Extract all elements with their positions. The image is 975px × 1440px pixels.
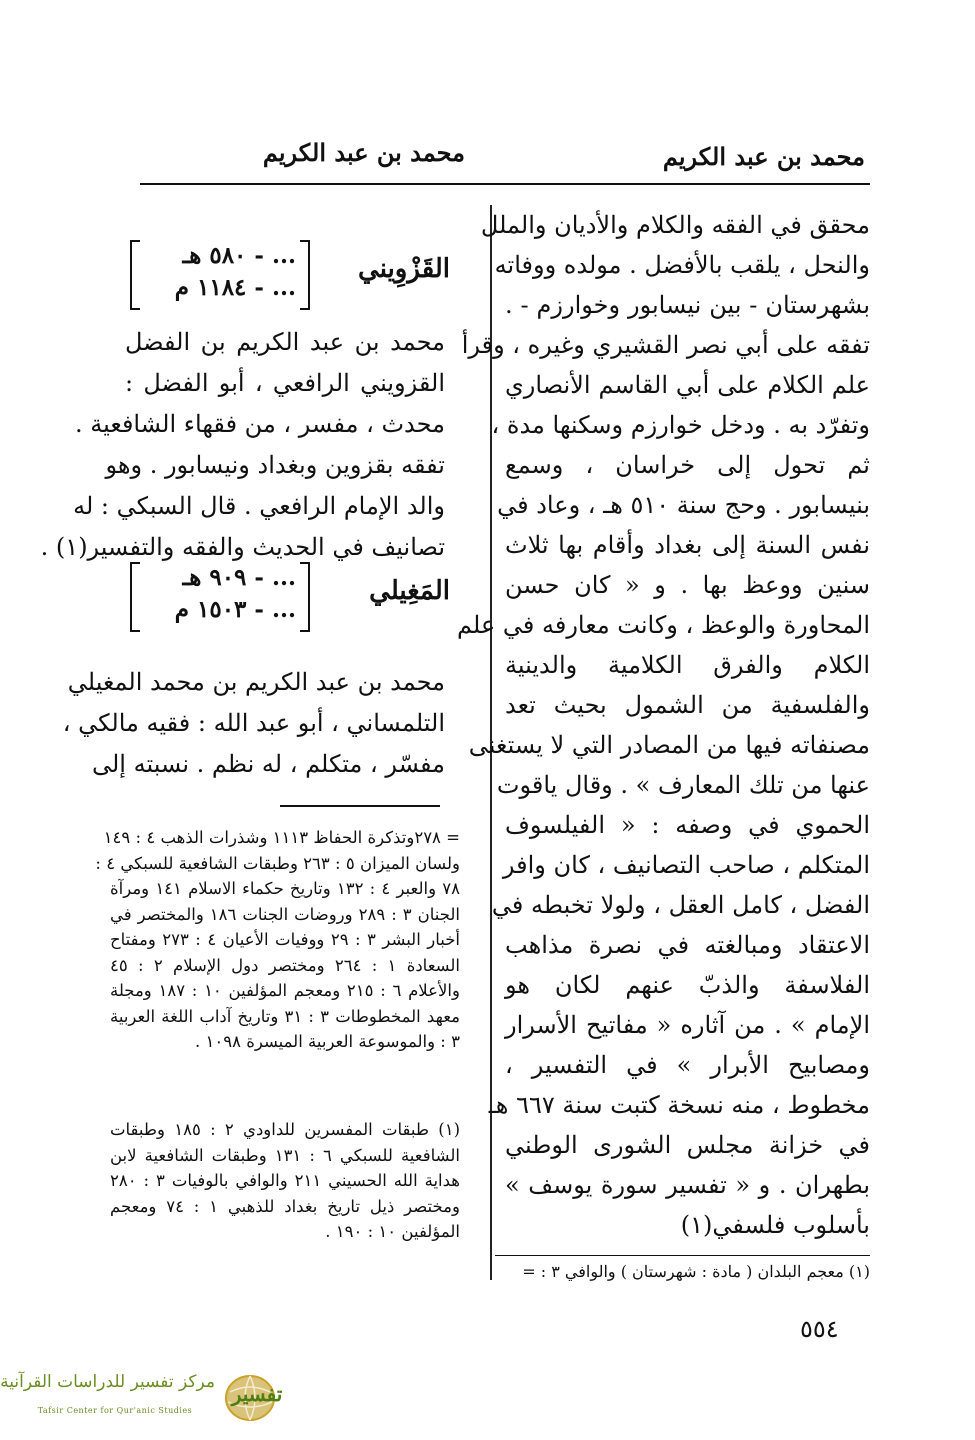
text-line: والد الإمام الرافعي . قال السبكي : له [73, 492, 445, 520]
text-line: الفضل ، كامل العقل ، ولولا تخبطه في [491, 891, 870, 919]
text-line: بنيسابور . وحج سنة ٥١٠ هـ ، وعاد في [497, 491, 870, 519]
bracket-right [300, 240, 310, 310]
right-column [457, 205, 870, 1245]
footnote-line: الشافعية للسبكي ٦ : ١٣١ وطبقات الشافعية لابن [110, 1145, 460, 1165]
page-number: ٥٥٤ [800, 1315, 839, 1343]
bracket-left [130, 562, 140, 632]
text-line: الحموي في وصفه : « الفيلسوف [505, 811, 870, 839]
text-line: عنها من تلك المعارف » . وقال ياقوت [496, 771, 870, 799]
footnote-line: ومختصر ذيل تاريخ بغداد للذهبي ١ : ٧٤ ومعجم [110, 1196, 460, 1216]
footnote-line: (١) طبقات المفسرين للداودي ٢ : ١٨٥ وطبقات [110, 1120, 460, 1139]
text-line: الاعتقاد ومبالغته في نصرة مذاهب [505, 931, 870, 959]
footnote-1-left [110, 1117, 460, 1245]
footnote-line: ولسان الميزان ٥ : ٢٦٣ وطبقات الشافعية للسبكي ٤ : [95, 853, 460, 873]
running-header-left: محمد بن عبد الكريم [262, 138, 465, 167]
text-line: الفلاسفة والذبّ عنهم لكان هو [505, 971, 870, 999]
date-hijri: ... - ٥٨٠ هـ [182, 242, 296, 269]
text-line: التلمساني ، أبو عبد الله : فقيه مالكي ، [62, 709, 445, 737]
footnote-line: الجنان ٣ : ٢٨٩ وروضات الجنات ١٨٦ والمختصر في [110, 904, 460, 924]
text-line: نفس السنة إلى بغداد وأقام بها ثلاث [505, 531, 870, 559]
text-line: تصانيف في الحديث والفقه والتفسير(١) . [40, 533, 445, 561]
footnote-1-right: (١) معجم البلدان ( مادة : شهرستان ) والوافي ٣ : = [522, 1262, 870, 1281]
entry-name: المَغِيلي [369, 576, 450, 606]
text-line: ثم تحول إلى خراسان ، وسمع [505, 451, 870, 479]
entry-heading-qazwini [130, 240, 450, 310]
text-line: المتكلم ، صاحب التصانيف ، كان وافر [502, 851, 870, 879]
footnote-line: معهد المخطوطات ٣ : ٣١ وتاريخ آداب اللغة العربية [110, 1006, 460, 1026]
entry-name: القَزْوِيني [358, 254, 450, 284]
text-line: بطهران . و « تفسير سورة يوسف » [505, 1171, 870, 1199]
footnote-line: = ٢٧٨وتذكرة الحفاظ ١١١٣ وشذرات الذهب ٤ : ١٤٩ [103, 828, 460, 847]
footnote-continuation [95, 825, 461, 1055]
text-line: وتفرّد به . ودخل خوارزم وسكنها مدة ، [491, 411, 870, 439]
entry-text-maghili [62, 662, 445, 785]
text-line: في خزانة مجلس الشورى الوطني [505, 1131, 870, 1159]
footnote-line: أخبار البشر ٣ : ٢٩ ووفيات الأعيان ٤ : ٢٧٣ ومفتاح [110, 930, 460, 949]
text-line: علم الكلام على أبي القاسم الأنصاري [505, 371, 870, 399]
date-gregorian: ... - ١١٨٤ م [174, 274, 296, 301]
logo-arabic-text: مركز تفسير للدراسات القرآنية [0, 1372, 215, 1392]
text-line: محمد بن عبد الكريم بن محمد المغيلي [67, 668, 445, 696]
tafsir-center-logo [0, 1370, 295, 1430]
text-line: بشهرستان - بين نيسابور وخوارزم - . [505, 291, 870, 319]
footnote-rule-right [495, 1255, 870, 1256]
footnote-line: والأعلام ٦ : ٢١٥ ومعجم المؤلفين ١٠ : ١٨٧ ومجلة [110, 981, 460, 1000]
bracket-left [130, 240, 140, 310]
footnote-line: المؤلفين ١٠ : ١٩٠ . [325, 1222, 460, 1241]
footnote-rule [280, 805, 440, 807]
text-line: القزويني الرافعي ، أبو الفضل : [125, 369, 445, 397]
text-line: مصنفاته فيها من المصادر التي لا يستغنى [468, 731, 870, 759]
text-line: الإمام » . من آثاره « مفاتيح الأسرار [505, 1011, 870, 1039]
running-header-right: محمد بن عبد الكريم [662, 142, 865, 171]
text-line: ومصابيح الأبرار » في التفسير ، [505, 1051, 870, 1079]
text-line: والفلسفية من الشمول بحيث تعد [505, 691, 870, 719]
text-line: بأسلوب فلسفي(١) [680, 1211, 870, 1239]
date-gregorian: ... - ١٥٠٣ م [174, 596, 296, 623]
footnote-line: ٣ : والموسوعة العربية الميسرة ١٠٩٨ . [195, 1032, 460, 1051]
text-line: سنين ووعظ بها . و « كان حسن [505, 571, 870, 599]
footnote-line: هداية الله الحسيني ٢١١ والوافي بالوفيات ٣ : ٢٨٠ [110, 1171, 460, 1190]
text-line: الكلام والفرق الكلامية والدينية [505, 651, 870, 679]
logo-word: تفسير [231, 1382, 283, 1406]
text-line: تفقه بقزوين وبغداد ونيسابور . وهو [105, 451, 445, 479]
date-bracket [130, 562, 310, 632]
date-hijri: ... - ٩٠٩ هـ [182, 564, 296, 591]
bracket-right [300, 562, 310, 632]
text-line: مخطوط ، منه نسخة كتبت سنة ٦٦٧ هـ [488, 1091, 870, 1119]
entry-heading-maghili [130, 562, 450, 632]
header-rule [140, 183, 870, 185]
footnote-line: السعادة ١ : ٢٦٤ ومختصر دول الإسلام ٢ : ٤٥ [110, 955, 461, 975]
text-line: محقق في الفقه والكلام والأديان والملل [480, 211, 870, 239]
entry-text-qazwini [40, 322, 445, 568]
text-line: مفسّر ، متكلم ، له نظم . نسبته إلى [91, 750, 445, 778]
logo-latin-text: Tafsir Center for Qur'anic Studies [37, 1406, 193, 1415]
text-line: المحاورة والوعظ ، وكانت معارفه في علم [457, 611, 870, 639]
footnote-line: ٧٨ والعبر ٤ : ١٣٢ وتاريخ حكماء الاسلام ١٤١ ومرآة [110, 879, 460, 898]
date-bracket [130, 240, 310, 310]
text-line: تفقه على أبي نصر القشيري وغيره ، وقرأ [461, 331, 870, 359]
text-line: محدث ، مفسر ، من فقهاء الشافعية . [75, 410, 445, 438]
text-line: والنحل ، يلقب بالأفضل . مولده ووفاته [494, 251, 870, 279]
text-line: محمد بن عبد الكريم بن الفضل [125, 328, 445, 356]
